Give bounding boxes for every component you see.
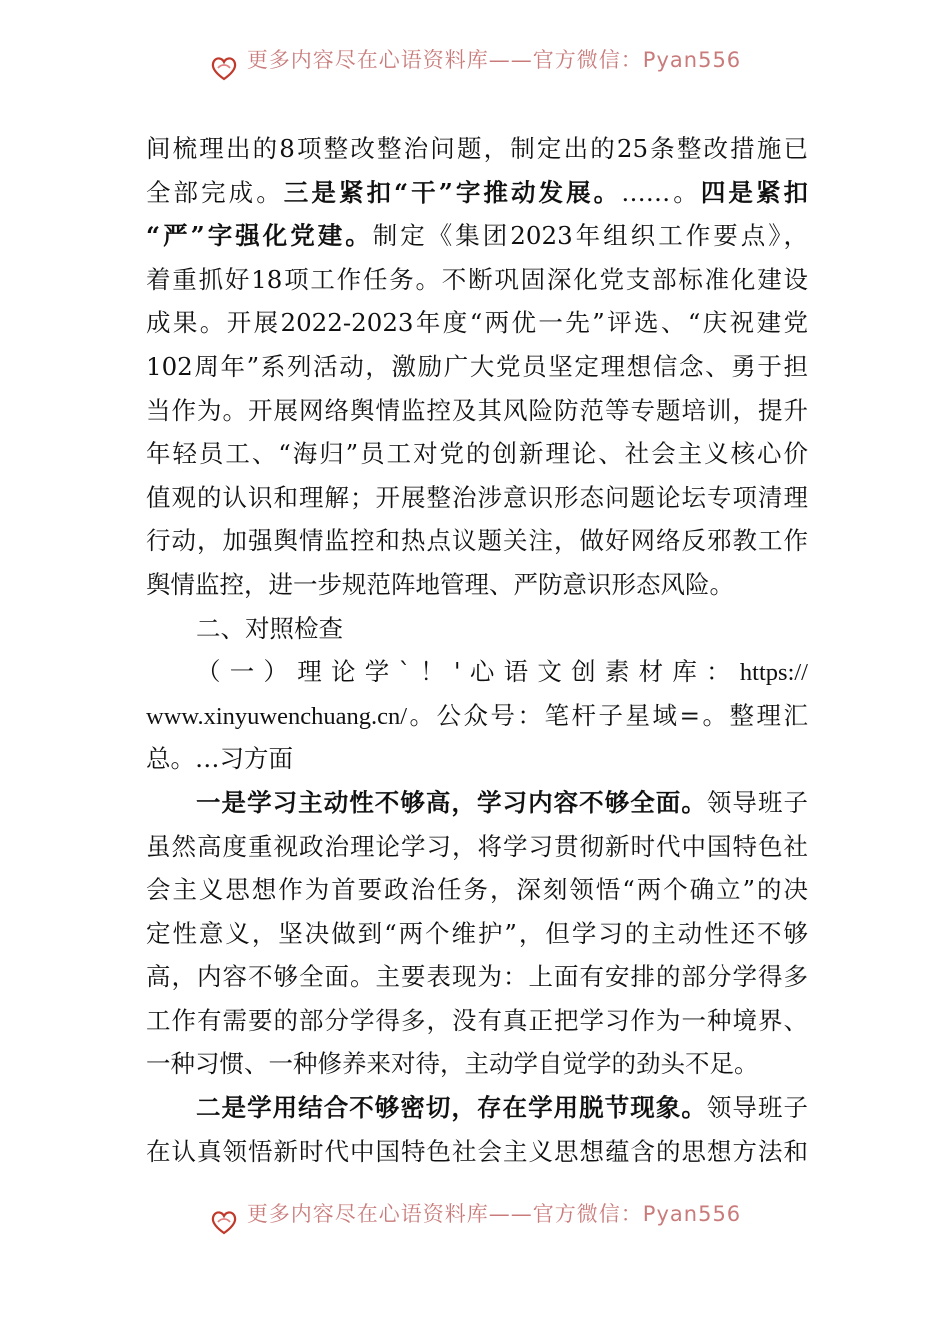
text-line: 在认真领悟新时代中国特色社会主义思想蕴含的思想方法和 xyxy=(146,1136,808,1166)
heart-swirl-logo xyxy=(209,54,239,82)
bold-point-4-cont: “严”字强化党建。 xyxy=(146,221,373,251)
bold-point-4: 四是紧扣 xyxy=(700,177,808,207)
text-line: 间梳理出的8项整改整治问题，制定出的25条整改措施已 xyxy=(146,134,808,163)
bold-issue-2: 二是学用结合不够密切，存在学用脱节现象。 xyxy=(196,1093,707,1123)
text-line: 一是学习主动性不够高，学习内容不够全面。领导班子 xyxy=(196,787,808,817)
text-line: 值观的认识和理解；开展整治涉意识形态问题论坛专项清理 xyxy=(146,482,808,512)
text-line: 二是学用结合不够密切，存在学用脱节现象。领导班子 xyxy=(196,1093,808,1123)
heart-swirl-logo xyxy=(209,1208,239,1236)
text-line: 舆情监控，进一步规范阵地管理、严防意识形态风险。 xyxy=(146,569,734,599)
watermark-text: 更多内容尽在心语资料库——官方微信：Pyan556 xyxy=(246,48,742,72)
text-line: 定性意义，坚决做到“两个维护”，但学习的主动性还不够 xyxy=(146,918,808,948)
text-line: 着重抓好18项工作任务。不断巩固深化党支部标准化建设 xyxy=(146,264,808,294)
text-line: 工作有需要的部分学得多，没有真正把学习作为一种境界、 xyxy=(146,1005,808,1035)
text-line: “严”字强化党建。制定《集团2023年组织工作要点》， xyxy=(146,221,808,251)
subsection-heading-line: （一）理论学`！'心语文创素材库：https:// xyxy=(196,657,808,687)
website-link: www.xinyuwenchuang.cn/ xyxy=(146,702,408,730)
text-line: 一种习惯、一种修养来对待，主动学自觉学的劲头不足。 xyxy=(146,1049,759,1079)
text-line: 成果。开展2022-2023年度“两优一先”评选、“庆祝建党 xyxy=(146,308,808,338)
text-line: 102周年”系列活动，激励广大党员坚定理想信念、勇于担 xyxy=(146,351,808,381)
bold-issue-1: 一是学习主动性不够高，学习内容不够全面。 xyxy=(196,787,707,817)
text-line: 高，内容不够全面。主要表现为：上面有安排的部分学得多 xyxy=(146,962,808,992)
footer-watermark xyxy=(0,1202,950,1242)
text-line: 全部完成。三是紧扣“干”字推动发展。……。四是紧扣 xyxy=(146,177,808,207)
document-body xyxy=(146,127,808,1173)
text-line: 虽然高度重视政治理论学习，将学习贯彻新时代中国特色社 xyxy=(146,831,808,861)
bold-point-3: 三是紧扣“干”字推动发展。 xyxy=(283,177,622,207)
text-line: 会主义思想作为首要政治任务，深刻领悟“两个确立”的决 xyxy=(146,875,808,905)
header-watermark xyxy=(0,48,950,88)
watermark-text: 更多内容尽在心语资料库——官方微信：Pyan556 xyxy=(246,1202,742,1226)
text-line: 当作为。开展网络舆情监控及其风险防范等专题培训，提升 xyxy=(146,395,808,425)
section-heading: 二、对照检查 xyxy=(196,613,343,643)
text-line: 年轻员工、“海归”员工对党的创新理论、社会主义核心价 xyxy=(146,439,808,469)
subsection-heading-line: www.xinyuwenchuang.cn/。公众号：笔杆子星域=。整理汇 xyxy=(146,700,808,730)
text-line: 行动，加强舆情监控和热点议题关注，做好网络反邪教工作 xyxy=(146,526,808,556)
subsection-heading-line: 总。…习方面 xyxy=(146,744,293,774)
